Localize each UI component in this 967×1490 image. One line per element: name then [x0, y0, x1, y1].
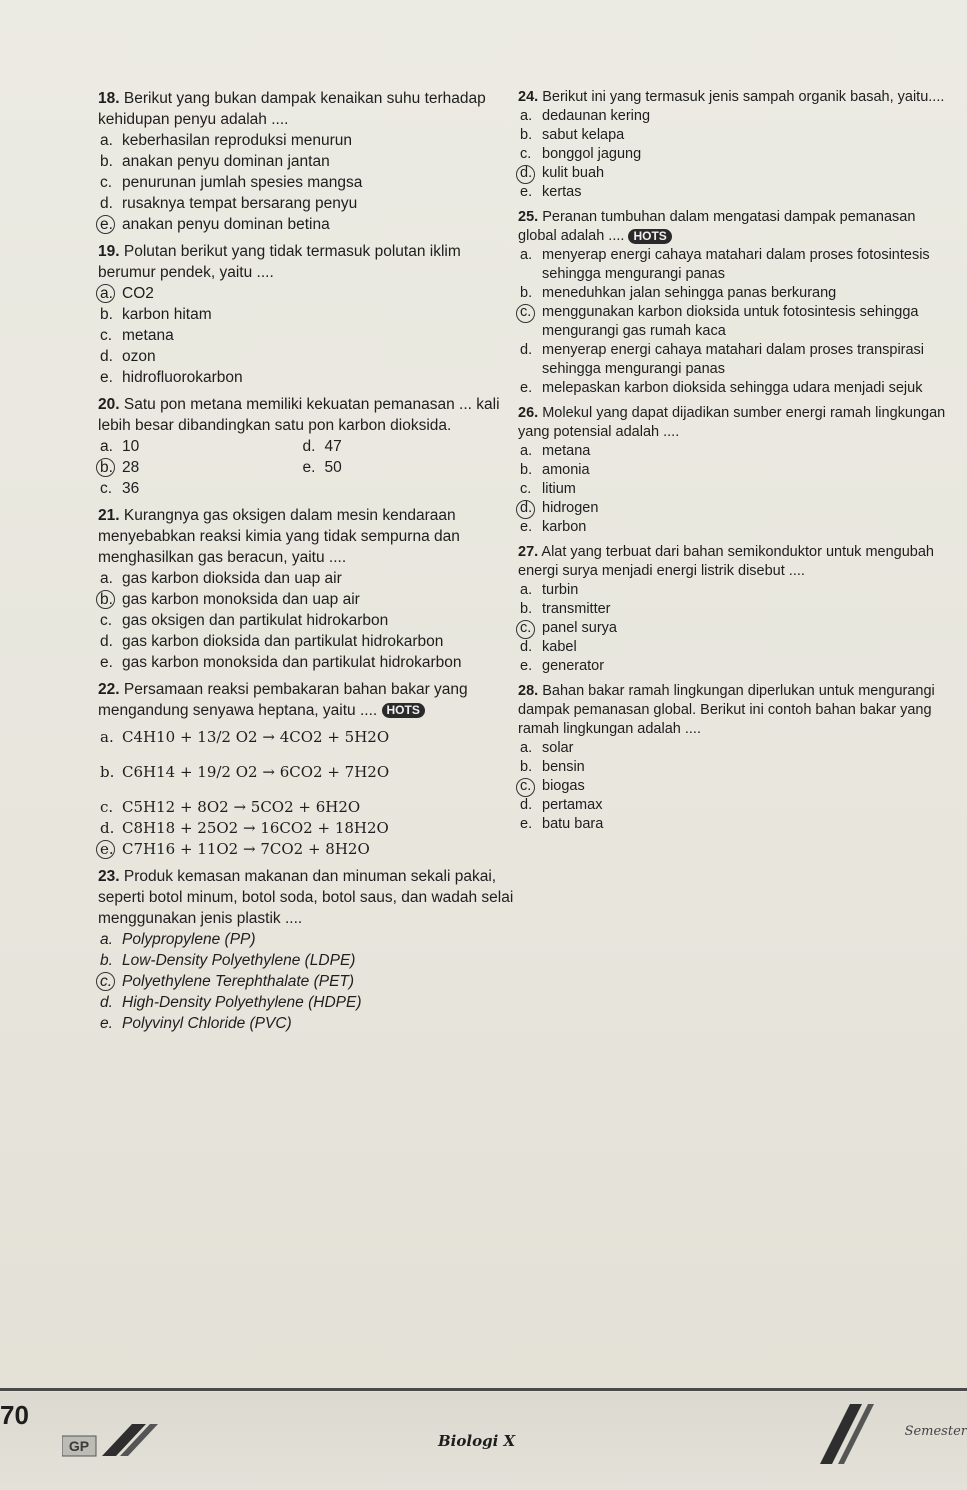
option-b-circled: b. 28 [100, 459, 140, 476]
option-d: d. rusaknya tempat bersarang penyu [100, 195, 358, 212]
right-column [518, 88, 958, 834]
question-number: 25. [518, 209, 539, 225]
option-d: d. High-Density Polyethylene (HDPE) [100, 994, 362, 1011]
option-a: a. gas karbon dioksida dan uap air [100, 570, 342, 587]
question-number: 27. [518, 544, 539, 560]
question-stem: Satu pon metana memiliki kekuatan pemanasan ... kali lebih besar dibandingkan satu pon karbon dioksida. [98, 396, 500, 434]
subject-title: Biologi X [438, 1432, 516, 1450]
question-stem: Molekul yang dapat dijadikan sumber energi ramah lingkungan yang potensial adalah .... [518, 405, 946, 440]
question-stem: Berikut ini yang termasuk jenis sampah organik basah, yaitu.... [542, 89, 945, 105]
decorative-stripes [810, 1404, 880, 1464]
option-b: b. meneduhkan jalan sehingga panas berkurang [520, 285, 837, 301]
option-a: a. C4H10 + 13/2 O2 → 4CO2 + 5H2O [100, 728, 390, 746]
logo-text: GP [68, 1438, 90, 1454]
footer-divider [0, 1388, 967, 1391]
option-d: d. pertamax [520, 797, 603, 813]
question-stem: Berikut yang bukan dampak kenaikan suhu terhadap kehidupan penyu adalah .... [98, 90, 486, 128]
publisher-logo [62, 1424, 182, 1484]
question-number: 21. [98, 507, 120, 524]
question-21 [98, 505, 503, 673]
semester-label: Semester [904, 1424, 967, 1439]
option-a: a. turbin [520, 582, 579, 598]
hots-badge: HOTS [628, 229, 671, 244]
question-number: 26. [518, 405, 539, 421]
option-b: b. Low-Density Polyethylene (LDPE) [100, 952, 356, 969]
option-c: c. gas oksigen dan partikulat hidrokarbon [100, 612, 389, 629]
question-stem: Bahan bakar ramah lingkungan diperlukan untuk mengurangi dampak pemanasan global. Berikut ini contoh bahan bakar yang ramah lingkungan adalah .... [518, 683, 935, 737]
option-e: e. gas karbon monoksida dan partikulat hidrokarbon [100, 654, 462, 671]
option-b: b. transmitter [520, 601, 611, 617]
question-stem: Produk kemasan makanan dan minuman sekali pakai, seperti botol minum, botol soda, botol saus, dan wadah selai menggunakan jenis plastik .... [98, 868, 514, 927]
option-c: c. C5H12 + 8O2 → 5CO2 + 6H2O [100, 798, 361, 816]
option-d: d. kabel [520, 639, 577, 655]
question-number: 19. [98, 243, 120, 260]
page-number: 70 [0, 1400, 29, 1430]
question-24 [518, 88, 958, 202]
option-a: a. Polypropylene (PP) [100, 931, 256, 948]
hots-badge: HOTS [382, 703, 425, 718]
option-c-circled: c. menggunakan karbon dioksida untuk fotosintesis sehingga mengurangi gas rumah kaca [520, 304, 919, 339]
option-c-circled: c. panel surya [520, 620, 617, 636]
option-c: c. penurunan jumlah spesies mangsa [100, 174, 363, 191]
option-a: a. metana [520, 443, 591, 459]
question-stem: Peranan tumbuhan dalam mengatasi dampak pemanasan global adalah .... [518, 209, 916, 244]
option-d-circled: d. kulit buah [520, 165, 605, 181]
question-number: 20. [98, 396, 120, 413]
question-18 [98, 88, 503, 235]
option-a: a. keberhasilan reproduksi menurun [100, 132, 353, 149]
option-e: e. generator [520, 658, 605, 674]
option-e: e. Polyvinyl Chloride (PVC) [100, 1015, 292, 1032]
question-25 [518, 208, 958, 398]
option-e-circled: e. C7H16 + 11O2 → 7CO2 + 8H2O [100, 840, 370, 858]
question-number: 24. [518, 89, 539, 105]
option-d: d. ozon [100, 348, 156, 365]
option-d: d. gas karbon dioksida dan partikulat hidrokarbon [100, 633, 444, 650]
option-d: d. menyerap energi cahaya matahari dalam proses transpirasi sehingga mengurangi panas [520, 342, 925, 377]
option-e: e. batu bara [520, 816, 604, 832]
option-a-circled: a. CO2 [100, 285, 154, 302]
question-19 [98, 241, 503, 388]
left-column [98, 88, 514, 1034]
option-e: e. hidrofluorokarbon [100, 369, 243, 386]
question-number: 22. [98, 681, 120, 698]
option-c: c. bonggol jagung [520, 146, 642, 162]
option-b: b. sabut kelapa [520, 127, 625, 143]
option-e: e. kertas [520, 184, 582, 200]
option-a: a. 10 [100, 438, 140, 455]
option-e: e. karbon [520, 519, 587, 535]
options-grid [98, 436, 503, 499]
option-e-circled: e. anakan penyu dominan betina [100, 216, 330, 233]
question-number: 28. [518, 683, 539, 699]
question-27 [518, 543, 958, 676]
option-b: b. amonia [520, 462, 590, 478]
option-c-circled: c. biogas [520, 778, 585, 794]
option-b: b. C6H14 + 19/2 O2 → 6CO2 + 7H2O [100, 763, 390, 781]
option-e: e. 50 [302, 459, 342, 476]
question-stem: Polutan berikut yang tidak termasuk polutan iklim berumur pendek, yaitu .... [98, 243, 461, 281]
option-b: b. anakan penyu dominan jantan [100, 153, 330, 170]
option-c: c. metana [100, 327, 174, 344]
question-stem: Kurangnya gas oksigen dalam mesin kendaraan menyebabkan reaksi kimia yang tidak sempurna dan menghasilkan gas beracun, yaitu .... [98, 507, 460, 566]
question-stem: Persamaan reaksi pembakaran bahan bakar yang mengandung senyawa heptana, yaitu .... [98, 681, 468, 719]
option-d: d. 47 [302, 438, 342, 455]
question-22 [98, 679, 503, 860]
option-c: c. 36 [100, 480, 140, 497]
question-23 [98, 866, 518, 1034]
question-number: 23. [98, 868, 120, 885]
question-28 [518, 682, 958, 834]
option-c-circled: c. Polyethylene Terephthalate (PET) [100, 973, 355, 990]
option-b: b. bensin [520, 759, 585, 775]
option-b: b. karbon hitam [100, 306, 212, 323]
question-20 [98, 394, 503, 499]
question-number: 18. [98, 90, 120, 107]
option-e: e. melepaskan karbon dioksida sehingga udara menjadi sejuk [520, 380, 923, 396]
option-d-circled: d. hidrogen [520, 500, 599, 516]
question-26 [518, 404, 958, 537]
option-b-circled: b. gas karbon monoksida dan uap air [100, 591, 360, 608]
option-c: c. litium [520, 481, 576, 497]
question-stem: Alat yang terbuat dari bahan semikonduktor untuk mengubah energi surya menjadi energi listrik disebut .... [518, 544, 934, 579]
option-a: a. solar [520, 740, 574, 756]
option-d: d. C8H18 + 25O2 → 16CO2 + 18H2O [100, 819, 389, 837]
option-a: a. menyerap energi cahaya matahari dalam proses fotosintesis sehingga mengurangi panas [520, 247, 930, 282]
option-a: a. dedaunan kering [520, 108, 651, 124]
